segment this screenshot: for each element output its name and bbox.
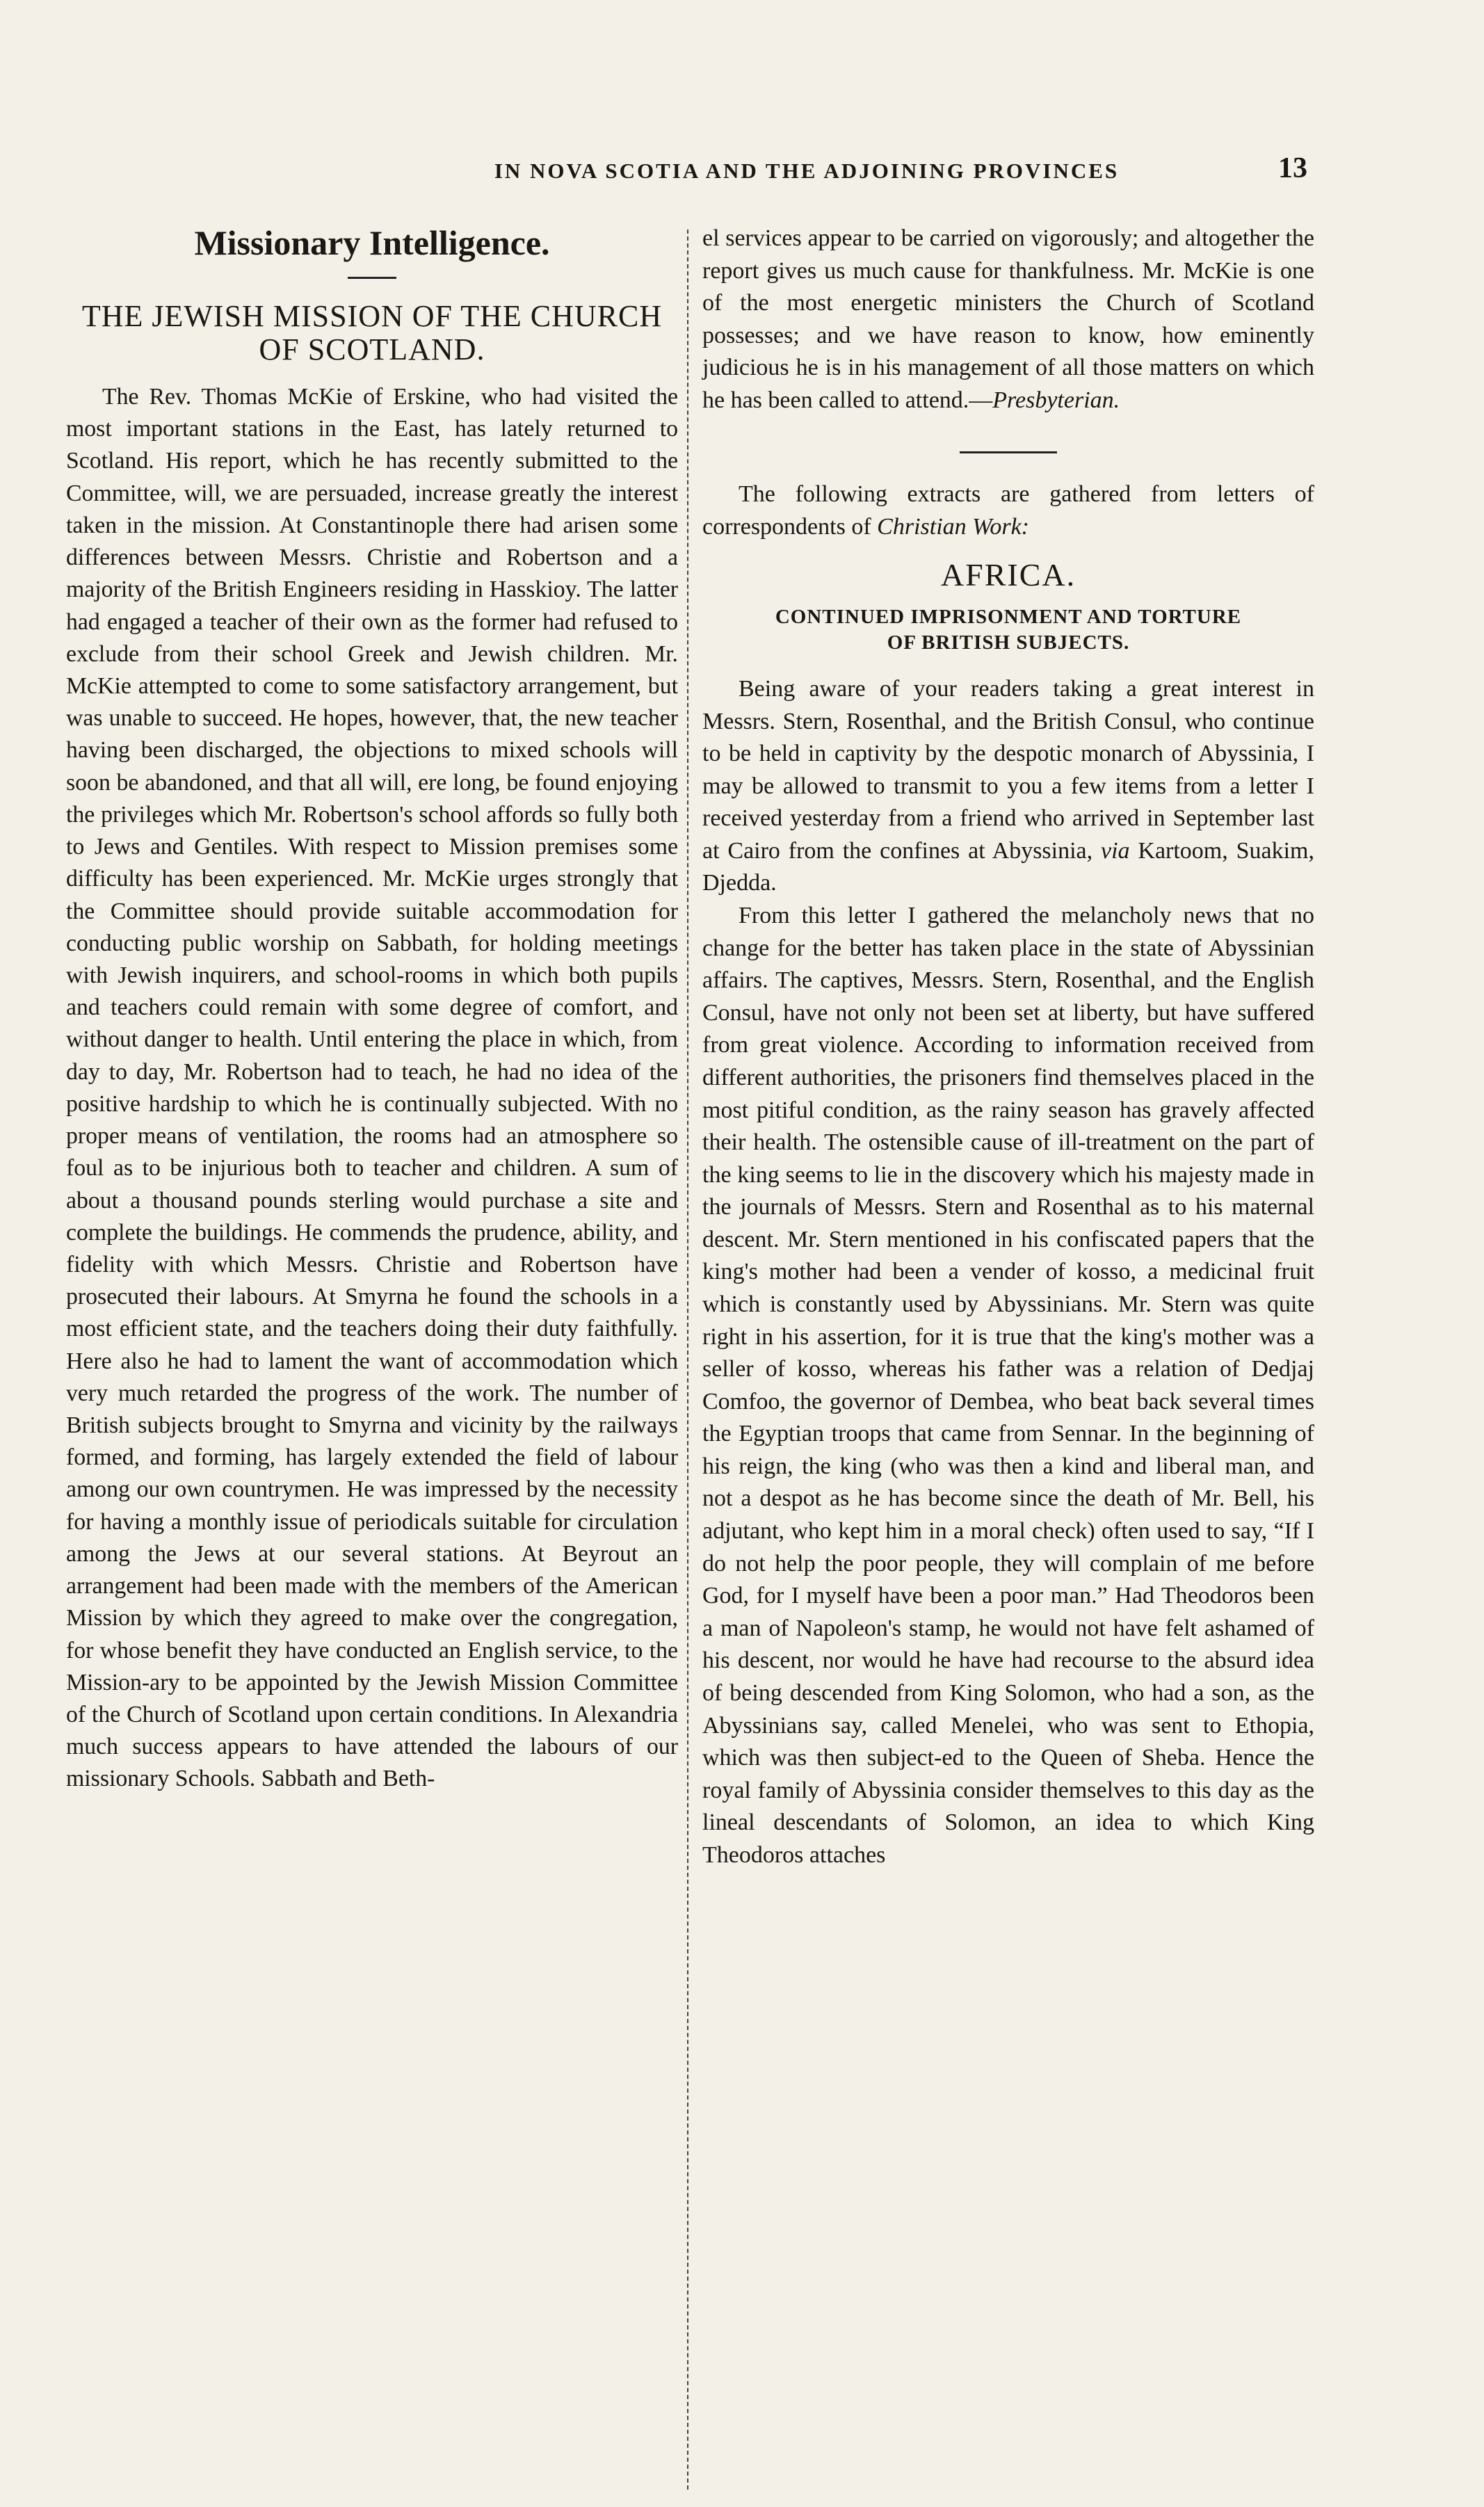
section-heading: Missionary Intelligence. — [194, 223, 550, 262]
subheading-line-2: OF BRITISH SUBJECTS. — [887, 631, 1130, 654]
subheading-line-1: CONTINUED IMPRISONMENT AND TORTURE — [775, 605, 1242, 628]
para1-via: via — [1101, 837, 1130, 864]
article-body: The Rev. Thomas McKie of Erskine, who had visited the most important stations in the East, has lately returned to Scotland. His report, which he has recently submitted to the Committee, will, we are persuaded, increase greatly the interest taken in the mission. At Constantinople there had arisen some differences between Messrs. Christie and Robertson and a majority of the British Engineers residing in Hasskioy. The latter had engaged a teacher of their own as the former had refused to exclude from their school Greek and Jewish children. Mr. McKie attempted to come to some satisfactory arrangement, but was unable to succeed. He hopes, however, that, the new teacher having been discharged, the objections to mixed schools will soon be abandoned, and that all will, ere long, be found enjoying the privileges which Mr. Robertson's school affords so fully both to Jews and Gentiles. With respect to Mission premises some difficulty has been experienced. Mr. McKie urges strongly that the Committee should provide suitable accommodation for conducting public worship on Sabbath, for holding meetings with Jewish inquirers, and school-rooms in which both pupils and teachers could remain with some degree of comfort, and without danger to health. Until entering the place in which, from day to day, Mr. Robertson had to teach, he had no idea of the positive hardship to which he is continually subjected. With no proper means of ventilation, the rooms had an atmosphere so foul as to be injurious both to teacher and children. A sum of about a thousand pounds sterling would purchase a site and complete the buildings. He commends the prudence, ability, and fidelity with which Messrs. Christie and Robertson have prosecuted their labours. At Smyrna he found the schools in a most efficient state, and the teachers doing their duty faithfully. Here also he had to lament the want of accommodation which very much retarded the progress of the work. The number of British subjects brought to Smyrna and vicinity by the railways formed, and forming, has largely extended the field of labour among our own countrymen. He was impressed by the necessity for having a monthly issue of periodicals suitable for circulation among the Jews at our several stations. At Beyrout an arrangement had been made with the members of the American Mission by which they agreed to make over the congregation, for whose benefit they have conducted an English service, to the Mission-ary to be appointed by the Jewish Mission Committee of the Church of Scotland upon certain conditions. In Alexandria much success appears to have attended the labours of our missionary Schools. Sabbath and Beth- — [66, 384, 678, 1792]
heading-rule — [348, 277, 396, 279]
article-end-rule — [960, 451, 1057, 453]
left-column — [66, 223, 678, 1796]
region-heading: AFRICA. — [940, 556, 1076, 593]
article-continuation — [702, 223, 1314, 417]
running-title: IN NOVA SCOTIA AND THE ADJOINING PROVINCES — [494, 159, 1120, 183]
para1-text: Being aware of your readers taking a great interest in Messrs. Stern, Rosenthal, and the British Consul, who continue to be held in captivity by the despotic monarch of Abyssinia, I may be allowed to transmit to you a few items from a letter I received yesterday from a friend who arrived in September last at Cairo from the confines at Abyssinia, — [702, 676, 1314, 864]
intro-source: Christian Work: — [877, 514, 1029, 540]
continuation-source: Presbyterian. — [992, 387, 1120, 413]
intro-text: The following extracts are gathered from letters of correspondents of — [702, 481, 1314, 540]
report-paragraph-1 — [702, 673, 1314, 900]
column-divider — [687, 229, 688, 2490]
extracts-intro — [702, 478, 1314, 543]
report-paragraph-2: From this letter I gathered the melancholy news that no change for the better has taken place in the state of Abyssinian affairs. The captives, Messrs. Stern, Rosenthal, and the English Consul, have not only not been set at liberty, but have suffered from great violence. According to information received from different authorities, the prisoners find themselves placed in the most pitiful condition, as the rainy season has gravely affected their health. The ostensible cause of ill-treatment on the part of the king seems to lie in the discovery which his majesty made in the journals of Messrs. Stern and Rosenthal as to his maternal descent. Mr. Stern mentioned in his confiscated papers that the king's mother had been a vender of kosso, a medicinal fruit which is constantly used by Abyssinians. Mr. Stern was quite right in his assertion, for it is true that the king's mother was a seller of kosso, whereas his father was a relation of Dedjaj Comfoo, the governor of Dembea, who beat back several times the Egyptian troops that came from Sennar. In the beginning of his reign, the king (who was then a kind and liberal man, and not a despot as he has become since the death of Mr. Bell, his adjutant, who kept him in a moral check) often used to say, “If I do not help the poor people, they will complain of me before God, for I myself have been a poor man.” Had Theodoros been a man of Napoleon's stamp, he would not have felt ashamed of his descent, nor would he have had recourse to the absurd idea of being descended from King Solomon, who had a son, as the Abyssinians say, called Menelei, who was sent to Ethopia, which was then subject-ed to the Queen of Sheba. Hence the royal family of Abyssinia consider themselves to this day as the lineal descendants of Solomon, an idea to which King Theodoros attaches — [702, 903, 1314, 1868]
continuation-text: el services appear to be carried on vigorously; and altogether the report gives us much cause for thankfulness. Mr. McKie is one of the most energetic ministers the Church of Scotland possesses; and we have reason to know, how eminently judicious he is in his management of all those matters on which he has been called to attend.— — [702, 225, 1314, 413]
page-number: 13 — [1278, 152, 1307, 184]
para1-route: Kartoom, Suakim, Djedda. — [702, 837, 1314, 896]
report-subheading — [702, 604, 1314, 656]
right-column — [702, 223, 1314, 1871]
article-title: THE JEWISH MISSION OF THE CHURCH OF SCOTLAND. — [81, 299, 663, 366]
